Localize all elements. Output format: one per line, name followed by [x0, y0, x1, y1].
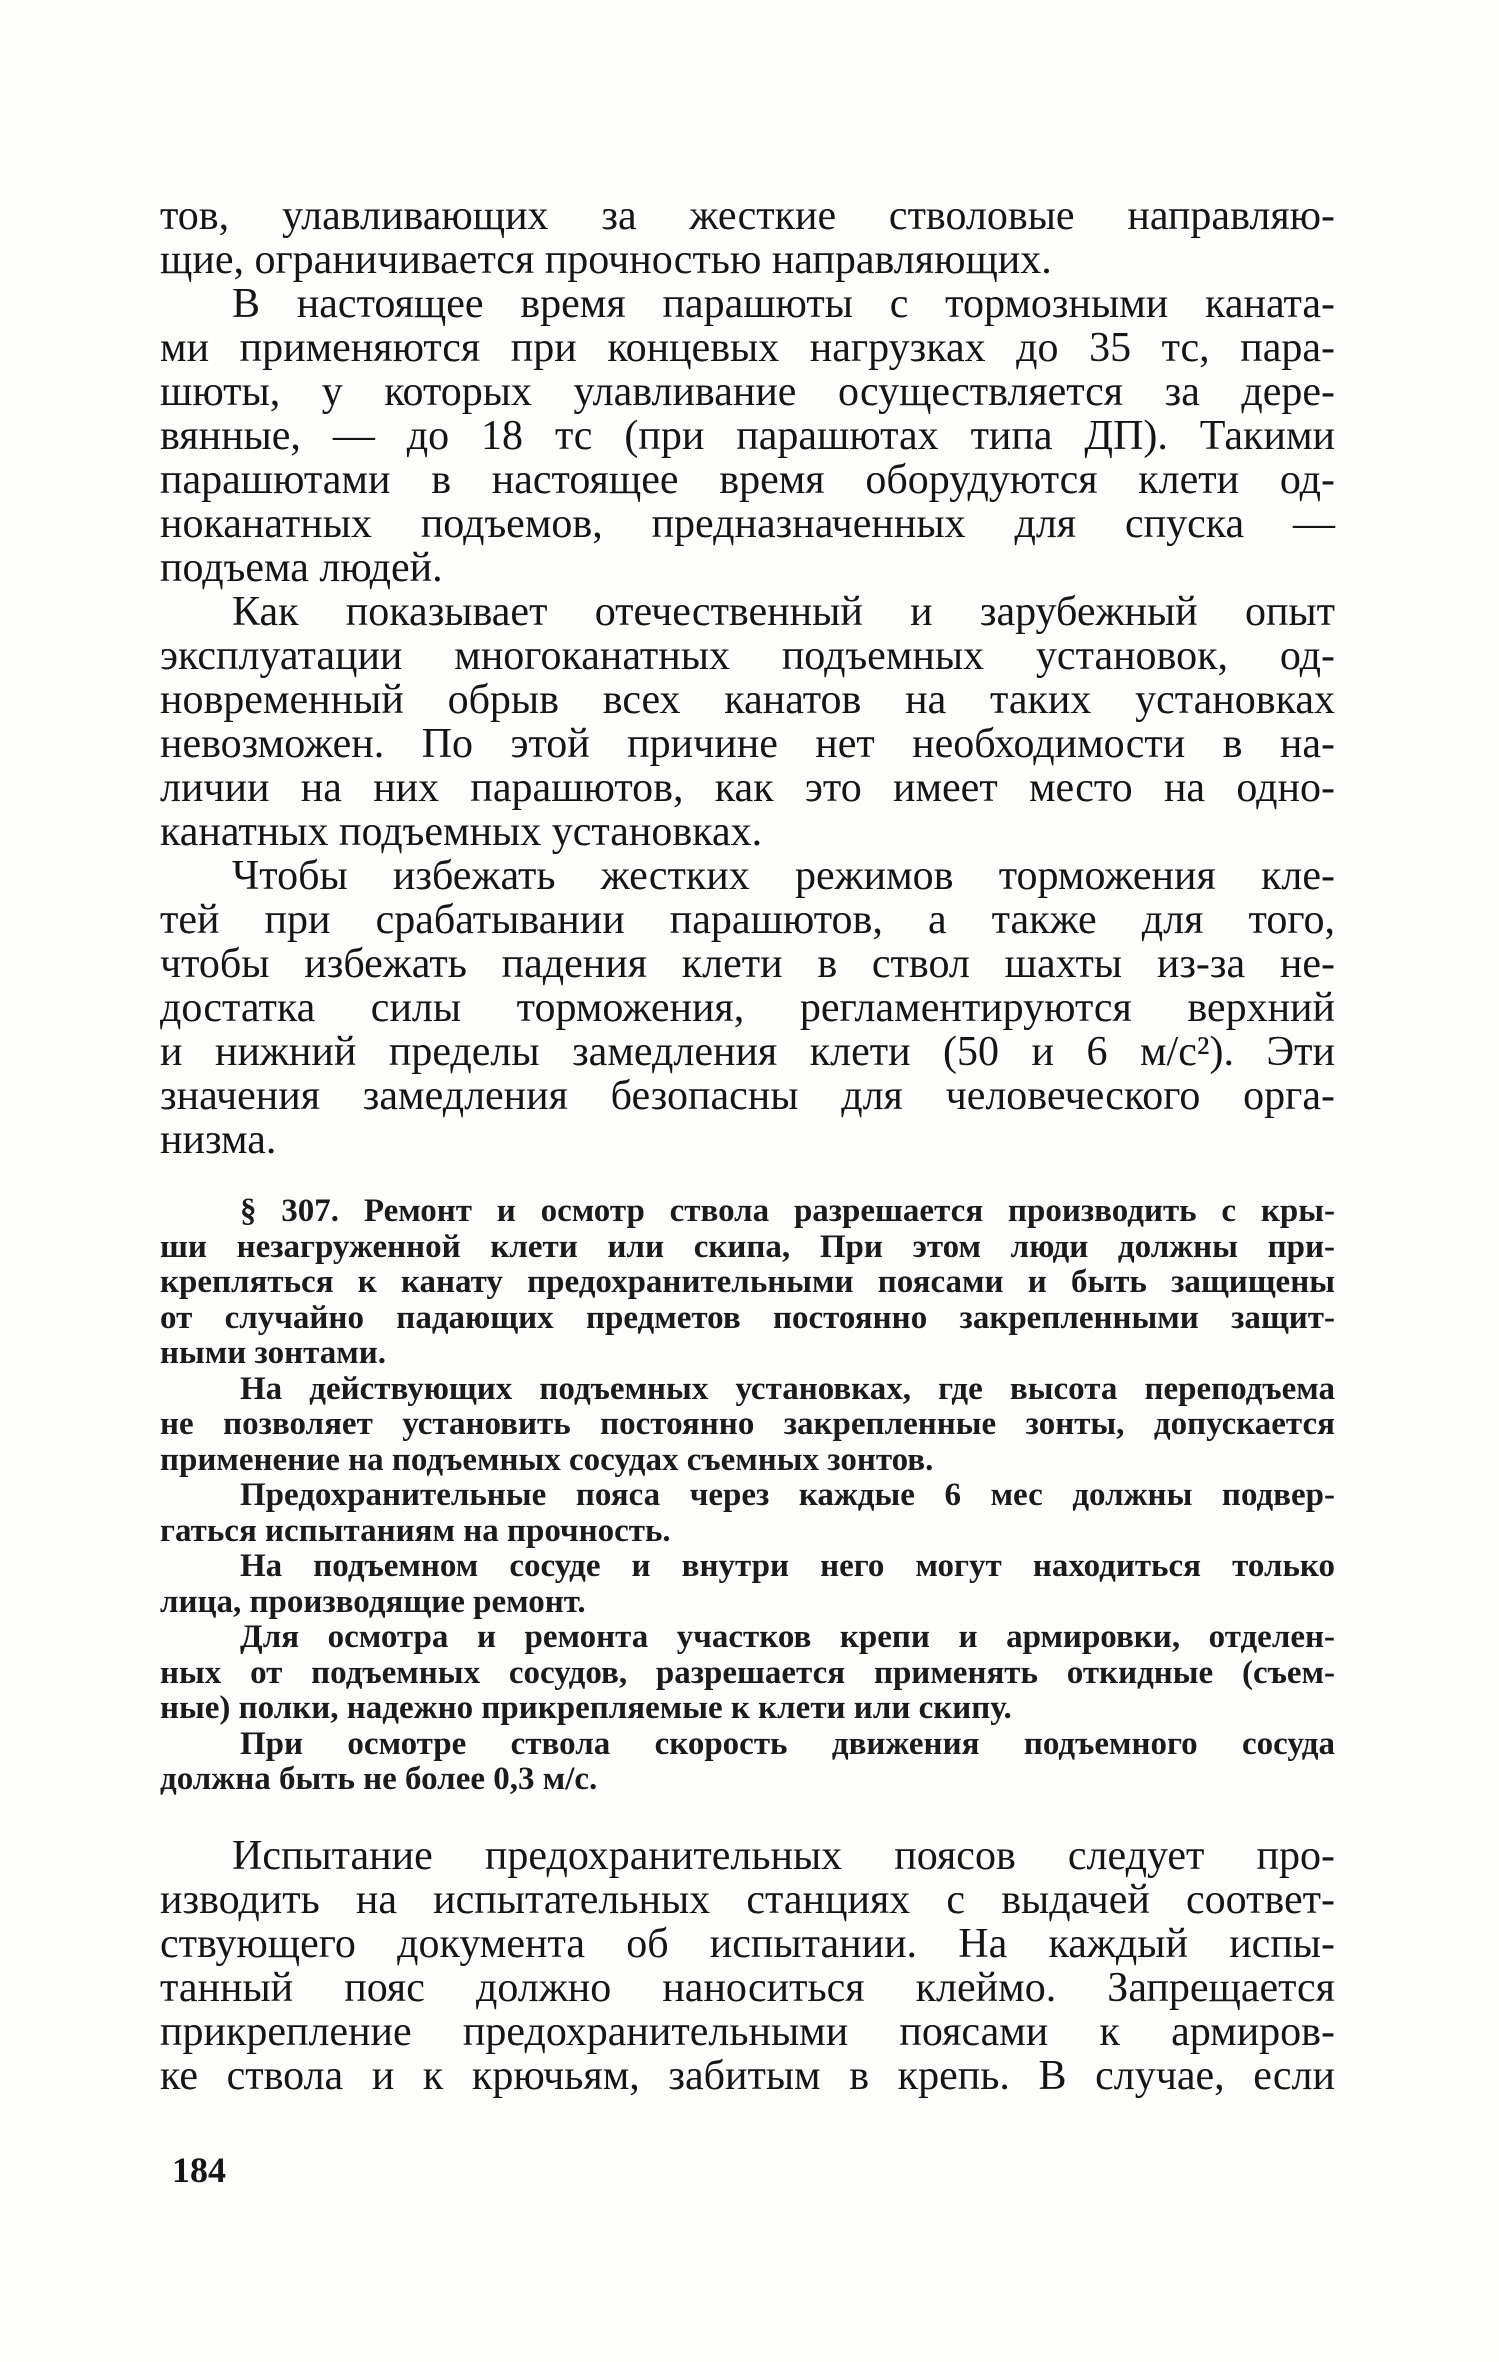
text-line: Предохранительные пояса через каждые 6 мес должны подвер- [240, 1477, 1335, 1513]
text-line: ных от подъемных сосудов, разрешается применять откидные (съем- [160, 1654, 1335, 1691]
text-line: подъема людей. [160, 545, 443, 591]
text-line: На действующих подъемных установках, где высота переподъема [240, 1370, 1335, 1407]
text-line: должна быть не более 0,3 м/с. [160, 1761, 598, 1797]
text-line: парашютами в настоящее время оборудуются клети од- [160, 457, 1335, 503]
text-line: низма. [160, 1117, 277, 1163]
text-line: применение на подъемных сосудах съемных зонтов. [160, 1441, 934, 1478]
text-line: новременный обрыв всех канатов на таких установках [160, 677, 1335, 723]
text-line: ноканатных подъемов, предназначенных для спуска — [160, 501, 1335, 547]
text-line: значения замедления безопасны для человеческого орга- [160, 1073, 1335, 1119]
rule-paragraph [160, 1620, 1335, 1727]
text-line: танный пояс должно наноситься клеймо. Запрещается [160, 1965, 1335, 2011]
text-line: гаться испытаниям на прочность. [160, 1512, 671, 1549]
text-line: Как показывает отечественный и зарубежный опыт [232, 589, 1335, 635]
paragraph [160, 282, 1335, 590]
text-line: В настоящее время парашюты с тормозными каната- [232, 281, 1335, 327]
text-line: Испытание предохранительных поясов следует про- [232, 1833, 1335, 1879]
text-line: ши незагруженной клети или скипа, При этом люди должны при- [160, 1228, 1335, 1265]
text-line: и нижний пределы замедления клети (50 и 6 м/с²). Эти [160, 1029, 1335, 1075]
text-line: щие, ограничивается прочностью направляющих. [160, 237, 1052, 283]
text-line: не позволяет установить постоянно закрепленные зонты, допускается [160, 1406, 1335, 1442]
body-text-top [160, 194, 1335, 1162]
text-line: чтобы избежать падения клети в ствол шахты из-за не- [160, 941, 1335, 987]
paragraph [160, 854, 1335, 1162]
text-line: ные) полки, надежно прикрепляемые к клети или скипу. [160, 1690, 1012, 1726]
text-line: изводить на испытательных станциях с выдачей соответ- [160, 1877, 1335, 1923]
text-line: тей при срабатывании парашютов, а также для того, [160, 897, 1335, 943]
rule-paragraph [160, 1727, 1335, 1798]
paragraph [160, 1834, 1335, 2098]
text-line: личии на них парашютов, как это имеет место на одно- [160, 765, 1335, 811]
rule-paragraph [160, 1194, 1335, 1372]
page-number: 184 [172, 2150, 226, 2190]
text-line: достатка силы торможения, регламентируются верхний [160, 985, 1335, 1031]
text-line: При осмотре ствола скорость движения подъемного сосуда [240, 1725, 1335, 1762]
text-line: канатных подъемных установках. [160, 809, 763, 855]
rule-paragraph [160, 1372, 1335, 1479]
text-line: прикрепление предохранительными поясами к армиров- [160, 2009, 1335, 2055]
text-line: ными зонтами. [160, 1335, 386, 1371]
text-line: вянные, — до 18 тс (при парашютах типа ДП). Такими [160, 413, 1335, 459]
text-line: тов, улавливающих за жесткие стволовые направляю- [160, 193, 1335, 239]
text-line: крепляться к канату предохранительными поясами и быть защищены [160, 1264, 1335, 1300]
text-line: § 307. Ремонт и осмотр ствола разрешается производить с кры- [240, 1193, 1335, 1229]
text-line: Для осмотра и ремонта участков крепи и армировки, отделен- [240, 1619, 1335, 1655]
rule-section-307 [160, 1194, 1335, 1798]
text-line: На подъемном сосуде и внутри него могут находиться только [240, 1548, 1335, 1584]
paragraph [160, 590, 1335, 854]
text-line: ке ствола и к крючьям, забитым в крепь. В случае, если [160, 2053, 1335, 2099]
text-line: невозможен. По этой причине нет необходимости в на- [160, 721, 1335, 767]
text-line: от случайно падающих предметов постоянно закрепленными защит- [160, 1299, 1335, 1336]
body-text-bottom [160, 1834, 1335, 2098]
text-line: шюты, у которых улавливание осуществляется за дере- [160, 369, 1335, 415]
text-line: ствующего документа об испытании. На каждый испы- [160, 1921, 1335, 1967]
rule-paragraph [160, 1549, 1335, 1620]
paragraph-continuation [160, 194, 1335, 282]
text-line: лица, производящие ремонт. [160, 1583, 586, 1620]
text-line: ми применяются при концевых нагрузках до 35 тс, пара- [160, 325, 1335, 371]
text-line: Чтобы избежать жестких режимов торможения кле- [232, 853, 1335, 899]
rule-paragraph [160, 1478, 1335, 1549]
text-line: эксплуатации многоканатных подъемных установок, од- [160, 633, 1335, 679]
